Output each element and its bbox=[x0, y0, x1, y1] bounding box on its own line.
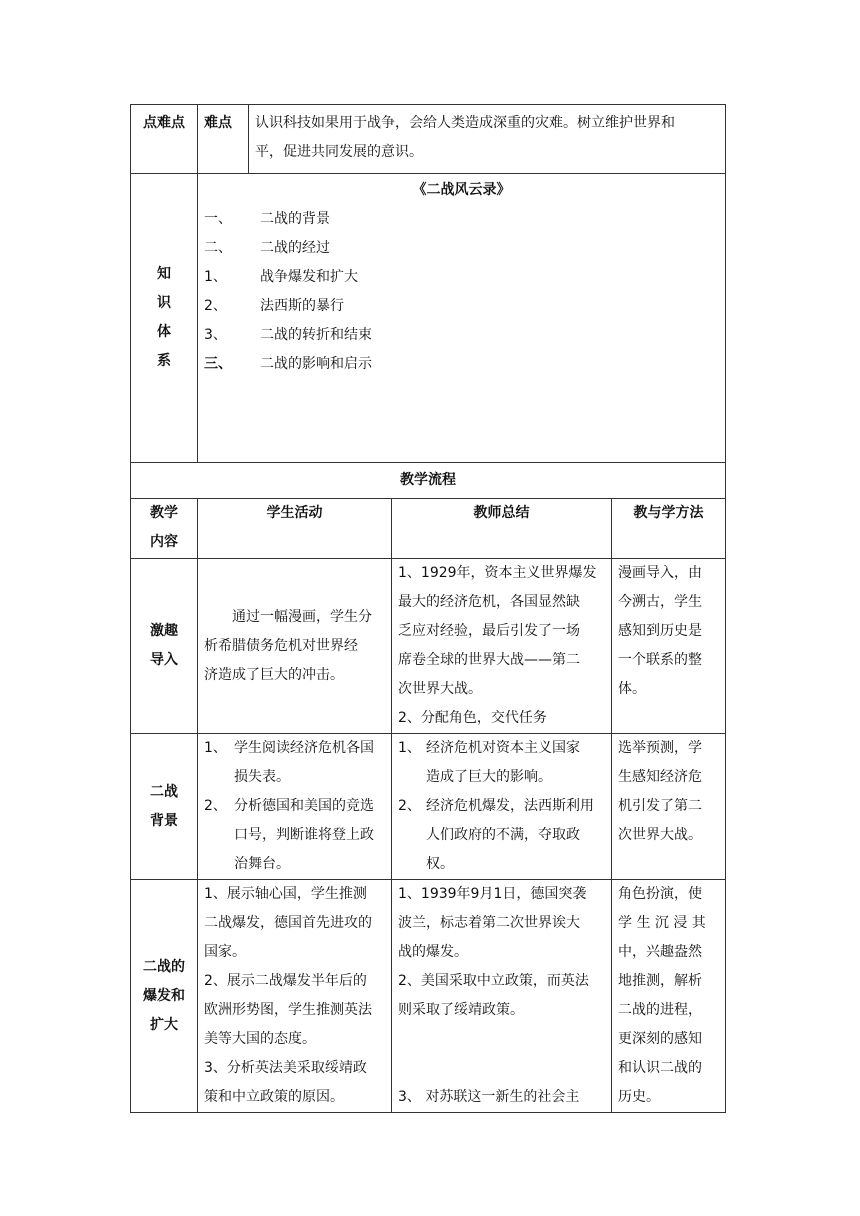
knowledge-item-text: 二战的影响和启示 bbox=[260, 356, 372, 372]
header-content bbox=[131, 499, 198, 559]
outbreak-teacher-line: 波兰，标志着第二次世界诶大 bbox=[398, 915, 580, 931]
header-method: 教与学方法 bbox=[612, 499, 726, 559]
knowledge-item bbox=[204, 350, 719, 379]
difficulty-text bbox=[249, 105, 726, 174]
knowledge-item bbox=[204, 263, 719, 292]
background-row bbox=[131, 734, 726, 880]
intro-label bbox=[131, 559, 198, 734]
intro-teacher-line: 席卷全球的世界大战——第二 bbox=[398, 652, 580, 668]
difficulty-row bbox=[131, 105, 726, 174]
knowledge-item-text: 二战的经过 bbox=[260, 240, 330, 256]
knowledge-item-num: 2、 bbox=[204, 298, 227, 314]
outbreak-student-line: 1、展示轴心国，学生推测 bbox=[204, 886, 367, 902]
item-line: 权。 bbox=[426, 856, 454, 872]
flow-header-row bbox=[131, 499, 726, 559]
knowledge-item-text: 二战的背景 bbox=[260, 211, 330, 227]
difficulty-sub-label: 难点 bbox=[198, 105, 249, 174]
knowledge-item bbox=[204, 292, 719, 321]
knowledge-label-char: 识 bbox=[157, 295, 171, 311]
background-student-item bbox=[204, 734, 385, 792]
knowledge-label-char: 体 bbox=[157, 324, 171, 340]
flow-title: 教学流程 bbox=[131, 463, 726, 499]
intro-teacher-line: 乏应对经验，最后引发了一场 bbox=[398, 623, 580, 639]
item-num: 2、 bbox=[398, 798, 421, 814]
intro-method-line: 体。 bbox=[618, 681, 646, 697]
background-method-line: 生感知经济危 bbox=[618, 769, 702, 785]
outbreak-label-line: 爆发和 bbox=[143, 987, 185, 1004]
outbreak-method-line: 更深刻的感知 bbox=[618, 1031, 702, 1047]
knowledge-content bbox=[198, 174, 726, 463]
outbreak-teacher-line: 3、 对苏联这一新生的社会主 bbox=[398, 1089, 580, 1105]
outbreak-label-line: 二战的 bbox=[143, 958, 185, 975]
header-student: 学生活动 bbox=[198, 499, 392, 559]
item-num: 1、 bbox=[398, 740, 421, 756]
intro-method bbox=[612, 559, 726, 734]
knowledge-item-text: 战争爆发和扩大 bbox=[260, 269, 358, 285]
knowledge-title: 《二战风云录》 bbox=[412, 182, 511, 198]
item-line: 治舞台。 bbox=[234, 856, 290, 872]
background-label bbox=[131, 734, 198, 880]
outbreak-teacher-line: 则采取了绥靖政策。 bbox=[398, 1002, 524, 1018]
knowledge-row bbox=[131, 174, 726, 463]
background-method-line: 次世界大战。 bbox=[618, 827, 702, 843]
difficulty-label: 点难点 bbox=[131, 105, 198, 174]
outbreak-method-line: 地推测，解析 bbox=[618, 973, 702, 989]
item-line: 学生阅读经济危机各国 bbox=[234, 740, 374, 756]
intro-method-line: 漫画导入，由 bbox=[618, 565, 702, 581]
header-teacher: 教师总结 bbox=[392, 499, 612, 559]
outbreak-teacher-line: 1、1939年9月1日，德国突袭 bbox=[398, 886, 587, 902]
outbreak-student-line: 2、展示二战爆发半年后的 bbox=[204, 973, 367, 989]
item-line: 口号，判断谁将登上政 bbox=[234, 827, 374, 843]
item-line: 损失表。 bbox=[234, 769, 290, 785]
intro-teacher-line: 1、1929年，资本主义世界爆发 bbox=[398, 565, 597, 581]
item-num: 1、 bbox=[204, 740, 227, 756]
knowledge-item-num: 一、 bbox=[204, 211, 232, 227]
intro-method-line: 感知到历史是 bbox=[618, 623, 702, 639]
intro-label-line: 激趣 bbox=[150, 623, 178, 639]
background-student-item bbox=[204, 792, 385, 879]
item-line: 造成了巨大的影响。 bbox=[426, 769, 552, 785]
outbreak-student bbox=[198, 880, 392, 1113]
intro-row bbox=[131, 559, 726, 734]
outbreak-teacher-line: 2、美国采取中立政策，而英法 bbox=[398, 973, 589, 989]
outbreak-label-line: 扩大 bbox=[150, 1016, 178, 1033]
background-method-line: 选举预测，学 bbox=[618, 740, 702, 756]
knowledge-item bbox=[204, 234, 719, 263]
background-student bbox=[198, 734, 392, 880]
outbreak-student-line: 欧洲形势图，学生推测英法 bbox=[204, 1002, 372, 1018]
outbreak-method-line: 角色扮演，使 bbox=[618, 886, 702, 902]
outbreak-method-line: 学 生 沉 浸 其 bbox=[618, 915, 706, 931]
flow-title-row bbox=[131, 463, 726, 499]
knowledge-label-char: 系 bbox=[157, 353, 171, 369]
difficulty-text-line: 认识科技如果用于战争，会给人类造成深重的灾难。树立维护世界和 bbox=[255, 115, 675, 131]
lesson-plan-table bbox=[130, 104, 726, 1113]
header-content-line: 教学 bbox=[150, 505, 178, 521]
knowledge-item bbox=[204, 321, 719, 350]
header-content-line: 内容 bbox=[150, 534, 178, 550]
item-num: 2、 bbox=[204, 798, 227, 814]
intro-teacher-line: 次世界大战。 bbox=[398, 681, 482, 697]
intro-teacher bbox=[392, 559, 612, 734]
outbreak-student-line: 国家。 bbox=[204, 944, 246, 960]
knowledge-item-num: 三、 bbox=[204, 356, 232, 372]
background-teacher-item bbox=[398, 734, 605, 792]
outbreak-student-line: 二战爆发，德国首先进攻的 bbox=[204, 915, 372, 931]
knowledge-item bbox=[204, 205, 719, 234]
intro-method-line: 今溯古，学生 bbox=[618, 594, 702, 610]
background-method bbox=[612, 734, 726, 880]
background-teacher-item bbox=[398, 792, 605, 879]
intro-method-line: 一个联系的整 bbox=[618, 652, 702, 668]
knowledge-label-char: 知 bbox=[157, 266, 171, 282]
knowledge-label bbox=[131, 174, 198, 463]
knowledge-item-num: 1、 bbox=[204, 269, 227, 285]
knowledge-item-num: 3、 bbox=[204, 327, 227, 343]
background-method-line: 机引发了第二 bbox=[618, 798, 702, 814]
outbreak-method bbox=[612, 880, 726, 1113]
outbreak-method-line: 历史。 bbox=[618, 1089, 660, 1105]
knowledge-item-text: 二战的转折和结束 bbox=[260, 327, 372, 343]
background-label-line: 背景 bbox=[150, 812, 178, 829]
outbreak-student-line: 美等大国的态度。 bbox=[204, 1031, 316, 1047]
difficulty-text-line: 平，促进共同发展的意识。 bbox=[255, 144, 423, 160]
outbreak-teacher-line: 战的爆发。 bbox=[398, 944, 468, 960]
background-label-line: 二战 bbox=[150, 783, 178, 800]
intro-student-line: 济造成了巨大的冲击。 bbox=[204, 666, 344, 683]
outbreak-method-line: 中，兴趣盎然 bbox=[618, 944, 702, 960]
item-line: 经济危机对资本主义国家 bbox=[426, 740, 580, 756]
intro-label-line: 导入 bbox=[150, 652, 178, 668]
outbreak-student-line: 3、分析英法美采取绥靖政 bbox=[204, 1060, 367, 1076]
intro-student-line: 通过一幅漫画，学生分 bbox=[232, 608, 372, 625]
outbreak-row bbox=[131, 880, 726, 1113]
item-line: 人们政府的不满，夺取政 bbox=[426, 827, 580, 843]
item-line: 分析德国和美国的竞选 bbox=[234, 798, 374, 814]
knowledge-item-num: 二、 bbox=[204, 240, 232, 256]
item-line: 经济危机爆发，法西斯利用 bbox=[426, 798, 594, 814]
knowledge-item-text: 法西斯的暴行 bbox=[260, 298, 344, 314]
outbreak-teacher bbox=[392, 880, 612, 1113]
intro-student bbox=[198, 559, 392, 734]
intro-teacher-line: 2、分配角色，交代任务 bbox=[398, 710, 547, 726]
intro-student-line: 析希腊债务危机对世界经 bbox=[204, 637, 358, 654]
background-teacher bbox=[392, 734, 612, 880]
outbreak-method-line: 和认识二战的 bbox=[618, 1060, 702, 1076]
outbreak-method-line: 二战的进程， bbox=[618, 1002, 702, 1018]
intro-teacher-line: 最大的经济危机，各国显然缺 bbox=[398, 594, 580, 610]
outbreak-label bbox=[131, 880, 198, 1113]
outbreak-student-line: 策和中立政策的原因。 bbox=[204, 1089, 344, 1105]
